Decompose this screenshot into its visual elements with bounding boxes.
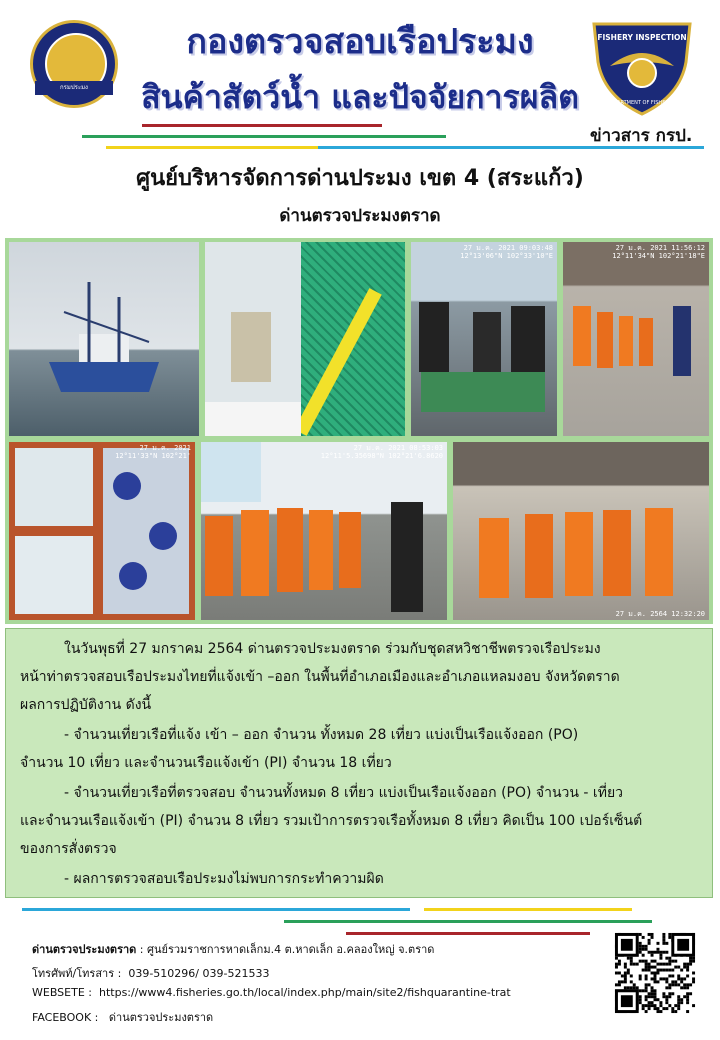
- phone-label: โทรศัพท์/โทรสาร :: [32, 967, 122, 980]
- website-label: WEBSETE :: [32, 986, 92, 999]
- logo-left-band: กรมประมง: [35, 81, 113, 95]
- paragraph-intro-line2: หน้าท่าตรวจสอบเรือประมงไทยที่แจ้งเข้า –ออก ในพื้นที่อำเภอเมืองและอำเภอแหลมงอบ จังหวัดตราด: [20, 669, 620, 685]
- photo-timestamp-1: 27 ม.ค. 2021 09:03:48 12°13'06"N 102°33'10"E: [460, 244, 553, 260]
- footer-facebook: [32, 1008, 213, 1026]
- footer-divider-green: [284, 920, 652, 923]
- photo-fishing-boat: [9, 242, 199, 436]
- footer-phone: [32, 964, 269, 982]
- bullet2-line2: และจำนวนเรือแจ้งเข้า (PI) จำนวน 8 เที่ยว รวมเป้าการตรวจเรือทั้งหมด 8 เที่ยว คิดเป็น 100 เปอร์เซ็นต์: [20, 813, 643, 829]
- photo-timestamp-3: 27 ม.ค. 2021 12°11'33"N 102°21': [115, 444, 191, 460]
- photo-net-measurement: [205, 242, 405, 436]
- divider-green: [82, 135, 446, 138]
- divider-red: [142, 124, 382, 127]
- office-label: ด่านตรวจประมงตราด: [32, 943, 137, 956]
- photo-timestamp-2: 27 ม.ค. 2021 11:56:12 12°11'34"N 102°21'18"E: [612, 244, 705, 260]
- bullet2-line3: ของการสั่งตรวจ: [20, 841, 117, 857]
- facebook-value[interactable]: ด่านตรวจประมงตราด: [108, 1011, 214, 1024]
- footer-divider-yellow: [424, 908, 632, 911]
- header-title-line1: กองตรวจสอบเรือประมง: [186, 22, 534, 62]
- report-text-panel: [5, 628, 713, 898]
- news-label: ข่าวสาร กรป.: [590, 126, 693, 146]
- photo-timestamp-4: 27 ม.ค. 2021 08:53:03 12°11'5.35698"N 102°21'6.8620: [320, 444, 443, 460]
- photo-collage: [5, 238, 713, 624]
- photo-crew-lineup-1: [563, 242, 709, 436]
- footer-website: [32, 986, 511, 999]
- header-title-line2: สินค้าสัตว์น้ำ และปัจจัยการผลิต: [141, 78, 579, 116]
- divider-yellow: [106, 146, 338, 149]
- footer-divider-blue: [22, 908, 410, 911]
- photo-officers-inspection: [411, 242, 557, 436]
- center-title: ศูนย์บริหารจัดการด่านประมง เขต 4 (สระแก้ว): [136, 166, 584, 191]
- qr-code[interactable]: [612, 930, 698, 1016]
- paragraph-intro-line1: ในวันพุธที่ 27 มกราคม 2564 ด่านตรวจประมงตราด ร่วมกับชุดสหวิชาชีพตรวจเรือประมง: [64, 641, 601, 657]
- right-logo-text: FISHERY INSPECTION: [597, 33, 687, 42]
- photo-crew-lineup-3: [453, 442, 709, 620]
- bullet1-line1: - จำนวนเที่ยวเรือที่แจ้ง เข้า – ออก จำนวน ทั้งหมด 28 เที่ยว แบ่งเป็นเรือแจ้งออก (PO): [64, 727, 579, 743]
- bullet1-line2: จำนวน 10 เที่ยว และจำนวนเรือแจ้งเข้า (PI) จำนวน 18 เที่ยว: [20, 755, 392, 771]
- paragraph-intro-line3: ผลการปฏิบัติงาน ดังนี้: [20, 697, 152, 713]
- photo-crew-lineup-2: [201, 442, 447, 620]
- office-address: : ศูนย์รวมราชการหาดเล็กม.4 ต.หาดเล็ก อ.คลองใหญ่ จ.ตราด: [136, 943, 435, 956]
- footer-divider-red: [346, 932, 590, 935]
- department-logo-left: [30, 20, 118, 108]
- bullet2-line1: - จำนวนเที่ยวเรือที่ตรวจสอบ จำนวนทั้งหมด 8 เที่ยว แบ่งเป็นเรือแจ้งออก (PO) จำนวน - เที่ยว: [64, 785, 624, 801]
- footer-office: [32, 940, 434, 958]
- photo-timestamp-5: 27 ม.ค. 2564 12:32:20: [615, 610, 705, 618]
- photo-ice-hold-and-fish: [9, 442, 195, 620]
- right-logo-bottom-text: DEPARTMENT OF FISHERIES: [607, 100, 677, 106]
- fishery-inspection-logo: [588, 18, 696, 118]
- facebook-label: FACEBOOK :: [32, 1011, 99, 1024]
- website-link[interactable]: https://www4.fisheries.go.th/local/index.php/main/site2/fishquarantine-trat: [98, 986, 511, 999]
- checkpoint-title: ด่านตรวจประมงตราด: [279, 206, 441, 226]
- phone-value: 039-510296/ 039-521533: [128, 967, 270, 980]
- bullet3-line1: - ผลการตรวจสอบเรือประมงไม่พบการกระทำความผิด: [64, 871, 384, 887]
